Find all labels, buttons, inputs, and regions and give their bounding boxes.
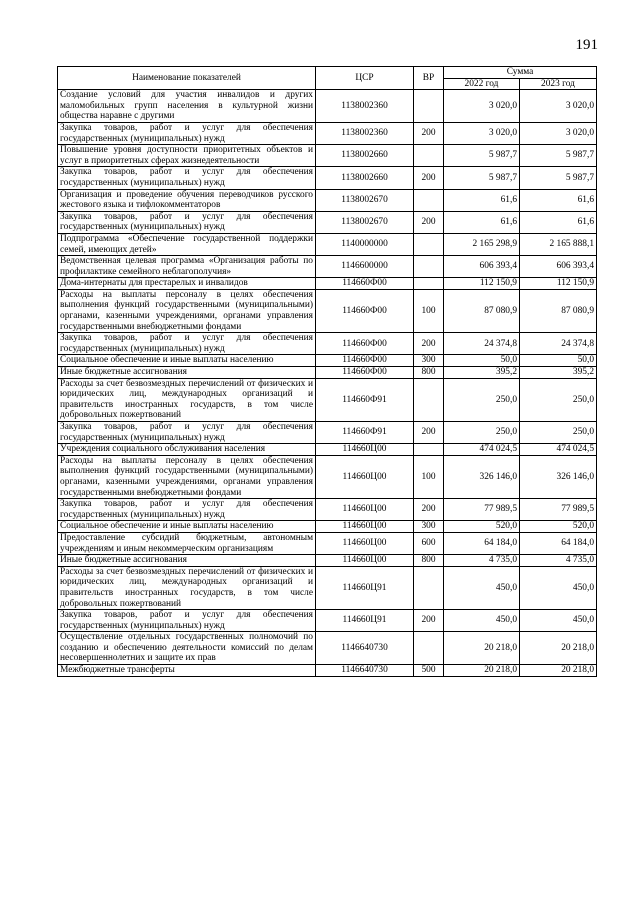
row-vr-cell: 100	[414, 289, 444, 332]
header-year-2022: 2022 год	[444, 78, 520, 90]
table-row	[58, 499, 597, 521]
row-csr-cell: 114660Ц00	[316, 521, 414, 533]
row-sum-2022-cell: 61,6	[444, 189, 520, 211]
header-name: Наименование показателей	[58, 67, 316, 90]
table-row	[58, 167, 597, 189]
row-csr-cell: 114660Ц00	[316, 532, 414, 554]
row-sum-2022-cell: 3 020,0	[444, 90, 520, 123]
row-sum-2023-cell: 4 735,0	[520, 555, 597, 567]
row-vr-cell: 800	[414, 367, 444, 379]
row-sum-2023-cell: 2 165 888,1	[520, 233, 597, 255]
row-name-cell: Закупка товаров, работ и услуг для обеспечения государственных (муниципальных) нужд	[58, 122, 316, 144]
row-name-cell: Учреждения социального обслуживания населения	[58, 444, 316, 456]
row-sum-2023-cell: 112 150,9	[520, 278, 597, 290]
row-sum-2022-cell: 77 989,5	[444, 499, 520, 521]
row-name-cell: Предоставление субсидий бюджетным, автономным учреждениям и иным некоммерческим организациям	[58, 532, 316, 554]
table-row	[58, 211, 597, 233]
table-row	[58, 444, 597, 456]
row-sum-2023-cell: 450,0	[520, 566, 597, 609]
table-row	[58, 455, 597, 498]
row-name-cell: Закупка товаров, работ и услуг для обеспечения государственных (муниципальных) нужд	[58, 499, 316, 521]
row-vr-cell	[414, 256, 444, 278]
row-vr-cell: 200	[414, 610, 444, 632]
row-csr-cell: 1138002360	[316, 122, 414, 144]
row-vr-cell: 200	[414, 333, 444, 355]
row-sum-2022-cell: 5 987,7	[444, 167, 520, 189]
row-name-cell: Подпрограмма «Обеспечение государственной поддержки семей, имеющих детей»	[58, 233, 316, 255]
row-sum-2022-cell: 326 146,0	[444, 455, 520, 498]
row-sum-2022-cell: 520,0	[444, 521, 520, 533]
row-vr-cell: 100	[414, 455, 444, 498]
row-name-cell: Повышение уровня доступности приоритетных объектов и услуг в приоритетных сферах жизнедеятельности	[58, 145, 316, 167]
row-sum-2023-cell: 395,2	[520, 367, 597, 379]
table-row	[58, 90, 597, 123]
row-sum-2023-cell: 5 987,7	[520, 167, 597, 189]
row-sum-2022-cell: 250,0	[444, 378, 520, 421]
table-row	[58, 521, 597, 533]
row-vr-cell	[414, 145, 444, 167]
row-sum-2022-cell: 2 165 298,9	[444, 233, 520, 255]
table-row	[58, 422, 597, 444]
row-sum-2022-cell: 87 080,9	[444, 289, 520, 332]
row-vr-cell: 200	[414, 211, 444, 233]
table-row	[58, 256, 597, 278]
row-name-cell: Закупка товаров, работ и услуг для обеспечения государственных (муниципальных) нужд	[58, 211, 316, 233]
row-name-cell: Закупка товаров, работ и услуг для обеспечения государственных (муниципальных) нужд	[58, 167, 316, 189]
row-csr-cell: 114660Ф91	[316, 378, 414, 421]
row-vr-cell	[414, 378, 444, 421]
row-vr-cell: 200	[414, 499, 444, 521]
row-sum-2023-cell: 250,0	[520, 378, 597, 421]
page-number: 191	[575, 37, 598, 53]
row-csr-cell: 114660Ц91	[316, 566, 414, 609]
row-csr-cell: 114660Ф00	[316, 355, 414, 367]
table-row	[58, 189, 597, 211]
row-sum-2023-cell: 20 218,0	[520, 665, 597, 677]
row-csr-cell: 1138002660	[316, 145, 414, 167]
row-name-cell: Осуществление отдельных государственных полномочий по созданию и обеспечению деятельности комиссий по делам несовершеннолетних и защите их прав	[58, 632, 316, 665]
row-name-cell: Межбюджетные трансферты	[58, 665, 316, 677]
table-body	[58, 90, 597, 676]
row-vr-cell	[414, 278, 444, 290]
row-sum-2022-cell: 5 987,7	[444, 145, 520, 167]
row-vr-cell	[414, 444, 444, 456]
row-sum-2023-cell: 20 218,0	[520, 632, 597, 665]
row-csr-cell: 114660Ц91	[316, 610, 414, 632]
row-sum-2023-cell: 450,0	[520, 610, 597, 632]
budget-table	[57, 66, 597, 677]
header-sum: Сумма	[444, 67, 597, 79]
table-row	[58, 278, 597, 290]
row-sum-2022-cell: 50,0	[444, 355, 520, 367]
row-sum-2022-cell: 250,0	[444, 422, 520, 444]
row-vr-cell: 600	[414, 532, 444, 554]
table-row	[58, 145, 597, 167]
row-sum-2023-cell: 3 020,0	[520, 122, 597, 144]
row-sum-2022-cell: 450,0	[444, 610, 520, 632]
row-name-cell: Закупка товаров, работ и услуг для обеспечения государственных (муниципальных) нужд	[58, 333, 316, 355]
row-vr-cell	[414, 233, 444, 255]
row-sum-2023-cell: 64 184,0	[520, 532, 597, 554]
row-csr-cell: 114660Ц00	[316, 455, 414, 498]
row-csr-cell: 1146640730	[316, 632, 414, 665]
row-sum-2022-cell: 61,6	[444, 211, 520, 233]
table-row	[58, 367, 597, 379]
row-name-cell: Расходы на выплаты персоналу в целях обеспечения выполнения функций государственными (муниципальными) органами, казенными учреждениями, органами управления государственными внебюджетными фондами	[58, 289, 316, 332]
row-name-cell: Социальное обеспечение и иные выплаты населению	[58, 355, 316, 367]
row-vr-cell: 200	[414, 122, 444, 144]
row-csr-cell: 114660Ф00	[316, 278, 414, 290]
row-sum-2022-cell: 395,2	[444, 367, 520, 379]
table-row	[58, 122, 597, 144]
row-name-cell: Расходы на выплаты персоналу в целях обеспечения выполнения функций государственными (муниципальными) органами, казенными учреждениями, органами управления государственными внебюджетными фондами	[58, 455, 316, 498]
row-vr-cell: 800	[414, 555, 444, 567]
table-row	[58, 610, 597, 632]
row-vr-cell: 300	[414, 521, 444, 533]
table-row	[58, 555, 597, 567]
table-row	[58, 566, 597, 609]
row-csr-cell: 1138002360	[316, 90, 414, 123]
header-year-2023: 2023 год	[520, 78, 597, 90]
row-sum-2022-cell: 474 024,5	[444, 444, 520, 456]
row-csr-cell: 1146600000	[316, 256, 414, 278]
table-row	[58, 665, 597, 677]
row-name-cell: Организация и проведение обучения переводчиков русского жестового языка и тифлокомментаторов	[58, 189, 316, 211]
row-sum-2023-cell: 61,6	[520, 211, 597, 233]
table-row	[58, 632, 597, 665]
table-row	[58, 378, 597, 421]
row-csr-cell: 1138002660	[316, 167, 414, 189]
row-csr-cell: 114660Ц00	[316, 555, 414, 567]
header-vr: ВР	[414, 67, 444, 90]
row-sum-2023-cell: 3 020,0	[520, 90, 597, 123]
row-vr-cell: 200	[414, 167, 444, 189]
row-csr-cell: 114660Ф00	[316, 333, 414, 355]
row-csr-cell: 1138002670	[316, 211, 414, 233]
row-name-cell: Иные бюджетные ассигнования	[58, 367, 316, 379]
row-sum-2022-cell: 20 218,0	[444, 665, 520, 677]
row-sum-2022-cell: 20 218,0	[444, 632, 520, 665]
table-row	[58, 333, 597, 355]
row-vr-cell	[414, 632, 444, 665]
row-csr-cell: 114660Ф91	[316, 422, 414, 444]
table-row	[58, 233, 597, 255]
row-sum-2023-cell: 326 146,0	[520, 455, 597, 498]
row-sum-2022-cell: 606 393,4	[444, 256, 520, 278]
row-csr-cell: 114660Ф00	[316, 289, 414, 332]
row-sum-2023-cell: 520,0	[520, 521, 597, 533]
row-sum-2023-cell: 24 374,8	[520, 333, 597, 355]
row-sum-2023-cell: 474 024,5	[520, 444, 597, 456]
row-sum-2023-cell: 61,6	[520, 189, 597, 211]
row-sum-2022-cell: 24 374,8	[444, 333, 520, 355]
table-row	[58, 532, 597, 554]
row-vr-cell	[414, 90, 444, 123]
row-sum-2023-cell: 77 989,5	[520, 499, 597, 521]
row-vr-cell: 200	[414, 422, 444, 444]
row-name-cell: Социальное обеспечение и иные выплаты населению	[58, 521, 316, 533]
row-name-cell: Ведомственная целевая программа «Организация работы по профилактике семейного неблагополучия»	[58, 256, 316, 278]
row-name-cell: Закупка товаров, работ и услуг для обеспечения государственных (муниципальных) нужд	[58, 610, 316, 632]
row-vr-cell: 300	[414, 355, 444, 367]
row-name-cell: Закупка товаров, работ и услуг для обеспечения государственных (муниципальных) нужд	[58, 422, 316, 444]
row-sum-2022-cell: 3 020,0	[444, 122, 520, 144]
header-csr: ЦСР	[316, 67, 414, 90]
row-csr-cell: 1140000000	[316, 233, 414, 255]
row-sum-2022-cell: 112 150,9	[444, 278, 520, 290]
row-name-cell: Иные бюджетные ассигнования	[58, 555, 316, 567]
row-sum-2023-cell: 50,0	[520, 355, 597, 367]
row-sum-2023-cell: 250,0	[520, 422, 597, 444]
row-csr-cell: 1138002670	[316, 189, 414, 211]
row-vr-cell	[414, 189, 444, 211]
row-name-cell: Дома-интернаты для престарелых и инвалидов	[58, 278, 316, 290]
table-row	[58, 355, 597, 367]
row-csr-cell: 114660Ц00	[316, 444, 414, 456]
row-name-cell: Расходы за счет безвозмездных перечислений от физических и юридических лиц, международных организаций и правительств иностранных государств, в том числе добровольных пожертвований	[58, 566, 316, 609]
row-sum-2022-cell: 450,0	[444, 566, 520, 609]
row-name-cell: Расходы за счет безвозмездных перечислений от физических и юридических лиц, международных организаций и правительств иностранных государств, в том числе добровольных пожертвований	[58, 378, 316, 421]
row-name-cell: Создание условий для участия инвалидов и других маломобильных групп населения в культурной жизни общества наравне с другими	[58, 90, 316, 123]
row-sum-2022-cell: 64 184,0	[444, 532, 520, 554]
row-vr-cell	[414, 566, 444, 609]
row-csr-cell: 114660Ц00	[316, 499, 414, 521]
row-sum-2023-cell: 87 080,9	[520, 289, 597, 332]
row-sum-2022-cell: 4 735,0	[444, 555, 520, 567]
row-csr-cell: 114660Ф00	[316, 367, 414, 379]
row-csr-cell: 1146640730	[316, 665, 414, 677]
row-vr-cell: 500	[414, 665, 444, 677]
table-row	[58, 289, 597, 332]
row-sum-2023-cell: 5 987,7	[520, 145, 597, 167]
row-sum-2023-cell: 606 393,4	[520, 256, 597, 278]
